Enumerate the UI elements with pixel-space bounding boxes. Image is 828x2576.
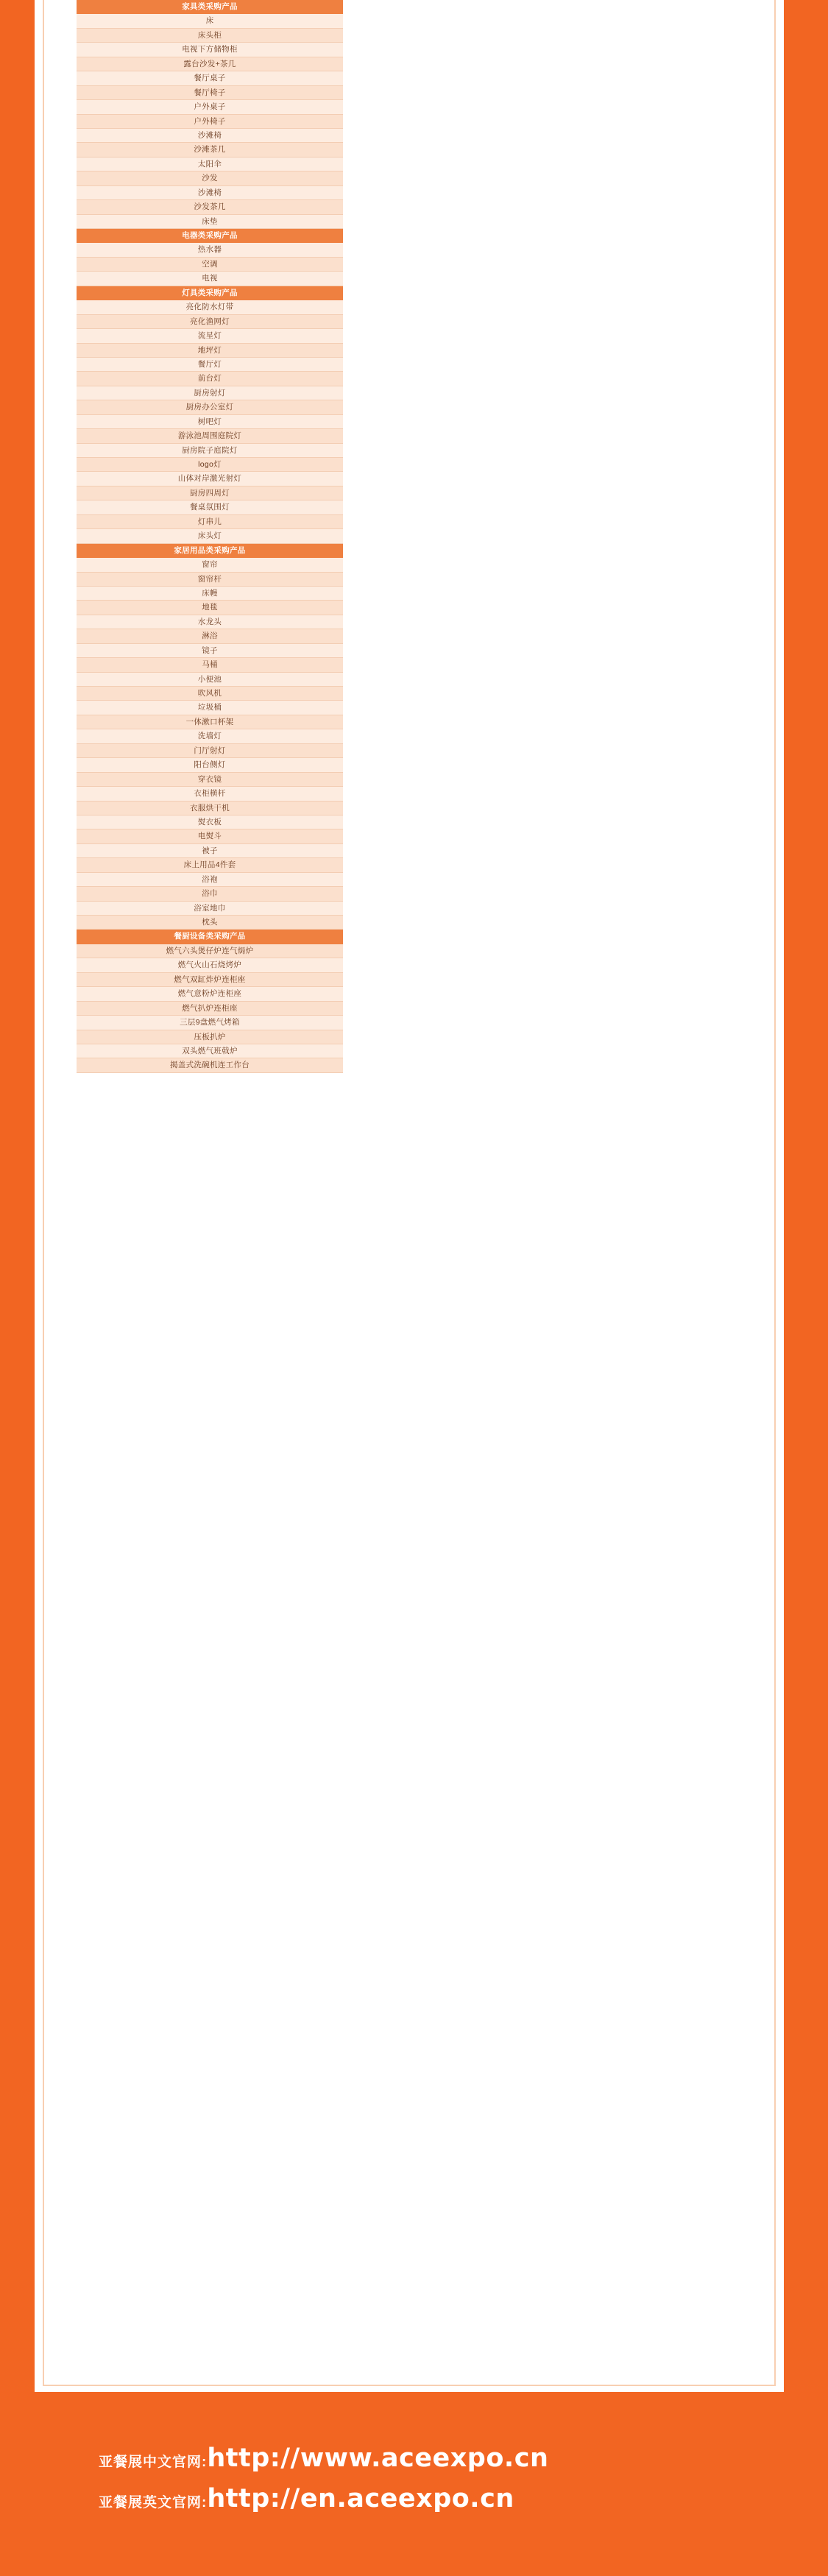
- product-row: 餐厅椅子: [77, 86, 343, 100]
- product-row: 阳台侧灯: [77, 758, 343, 772]
- product-row: logo灯: [77, 458, 343, 472]
- product-row: 枕头: [77, 916, 343, 930]
- product-row: 户外椅子: [77, 115, 343, 129]
- product-row: 热水器: [77, 243, 343, 257]
- footer-en-url[interactable]: http://en.aceexpo.cn: [207, 2484, 514, 2513]
- product-row: 沙发: [77, 171, 343, 185]
- product-row: 一体漱口杯架: [77, 715, 343, 729]
- product-row: 穿衣镜: [77, 773, 343, 787]
- product-row: 灯串儿: [77, 515, 343, 529]
- product-row: 燃气六头煲仔炉连气焗炉: [77, 944, 343, 958]
- product-row: 马桶: [77, 658, 343, 672]
- product-row: 燃气意粉炉连柜座: [77, 987, 343, 1001]
- product-row: 电视下方储物柜: [77, 43, 343, 57]
- product-row: 床幔: [77, 587, 343, 601]
- product-row: 床: [77, 14, 343, 28]
- product-row: 燃气扒炉连柜座: [77, 1002, 343, 1016]
- product-row: 燃气火山石烧烤炉: [77, 958, 343, 972]
- product-row: 电视: [77, 272, 343, 286]
- product-row: 水龙头: [77, 615, 343, 629]
- product-row: 前台灯: [77, 372, 343, 386]
- product-row: 地毯: [77, 601, 343, 615]
- product-row: 树吧灯: [77, 415, 343, 429]
- product-row: 厨房办公室灯: [77, 400, 343, 414]
- product-row: 厨房射灯: [77, 386, 343, 400]
- product-row: 户外桌子: [77, 100, 343, 114]
- product-row: 窗帘: [77, 558, 343, 572]
- product-row: 镜子: [77, 644, 343, 658]
- procurement-product-list: [77, 0, 343, 1073]
- product-row: 沙滩椅: [77, 186, 343, 200]
- footer-bar: [0, 2399, 828, 2576]
- product-row: 床头灯: [77, 529, 343, 543]
- product-row: 厨房四周灯: [77, 486, 343, 500]
- product-row: 压板扒炉: [77, 1030, 343, 1044]
- footer-english-site: [99, 2484, 514, 2513]
- product-row: 衣柜横杆: [77, 787, 343, 801]
- product-row: 门厅射灯: [77, 744, 343, 758]
- product-row: 电熨斗: [77, 829, 343, 843]
- section-header: 餐厨设备类采购产品: [77, 930, 343, 944]
- product-row: 被子: [77, 844, 343, 858]
- product-row: 亮化渔网灯: [77, 315, 343, 329]
- product-row: 流星灯: [77, 329, 343, 343]
- section-header: 家居用品类采购产品: [77, 544, 343, 558]
- product-row: 露台沙发+茶几: [77, 57, 343, 71]
- product-row: 床头柜: [77, 29, 343, 43]
- product-row: 浴袍: [77, 873, 343, 887]
- product-row: 浴巾: [77, 887, 343, 901]
- section-header: 家具类采购产品: [77, 0, 343, 14]
- product-row: 餐厅灯: [77, 358, 343, 372]
- product-row: 吹风机: [77, 687, 343, 701]
- product-row: 沙滩椅: [77, 129, 343, 143]
- product-row: 小便池: [77, 673, 343, 687]
- footer-chinese-site: [99, 2444, 548, 2473]
- product-row: 揭盖式洗碗机连工作台: [77, 1058, 343, 1072]
- section-header: 灯具类采购产品: [77, 286, 343, 300]
- product-row: 游泳池周围庭院灯: [77, 429, 343, 443]
- product-row: 洗墙灯: [77, 729, 343, 743]
- product-row: 餐桌氛围灯: [77, 500, 343, 514]
- footer-cn-label: 亚餐展中文官网:: [99, 2455, 208, 2470]
- product-row: 餐厅桌子: [77, 71, 343, 85]
- product-row: 垃圾桶: [77, 701, 343, 715]
- section-header: 电器类采购产品: [77, 229, 343, 243]
- product-row: 太阳伞: [77, 158, 343, 171]
- footer-en-label: 亚餐展英文官网:: [99, 2495, 208, 2510]
- product-row: 浴室地巾: [77, 902, 343, 916]
- product-row: 山体对岸激光射灯: [77, 472, 343, 486]
- product-row: 双头燃气班戟炉: [77, 1044, 343, 1058]
- product-row: 亮化防水灯带: [77, 300, 343, 314]
- product-row: 淋浴: [77, 629, 343, 643]
- product-row: 沙滩茶几: [77, 143, 343, 157]
- product-row: 床上用品4件套: [77, 858, 343, 872]
- product-row: 沙发茶几: [77, 200, 343, 214]
- product-row: 熨衣板: [77, 815, 343, 829]
- product-row: 燃气双缸炸炉连柜座: [77, 973, 343, 987]
- product-row: 窗帘杆: [77, 573, 343, 587]
- product-row: 床垫: [77, 215, 343, 229]
- product-row: 地坪灯: [77, 344, 343, 358]
- product-row: 衣服烘干机: [77, 802, 343, 815]
- footer-cn-url[interactable]: http://www.aceexpo.cn: [207, 2444, 549, 2473]
- product-row: 空调: [77, 258, 343, 272]
- product-row: 厨房院子庭院灯: [77, 444, 343, 458]
- product-row: 三层9盘燃气烤箱: [77, 1016, 343, 1030]
